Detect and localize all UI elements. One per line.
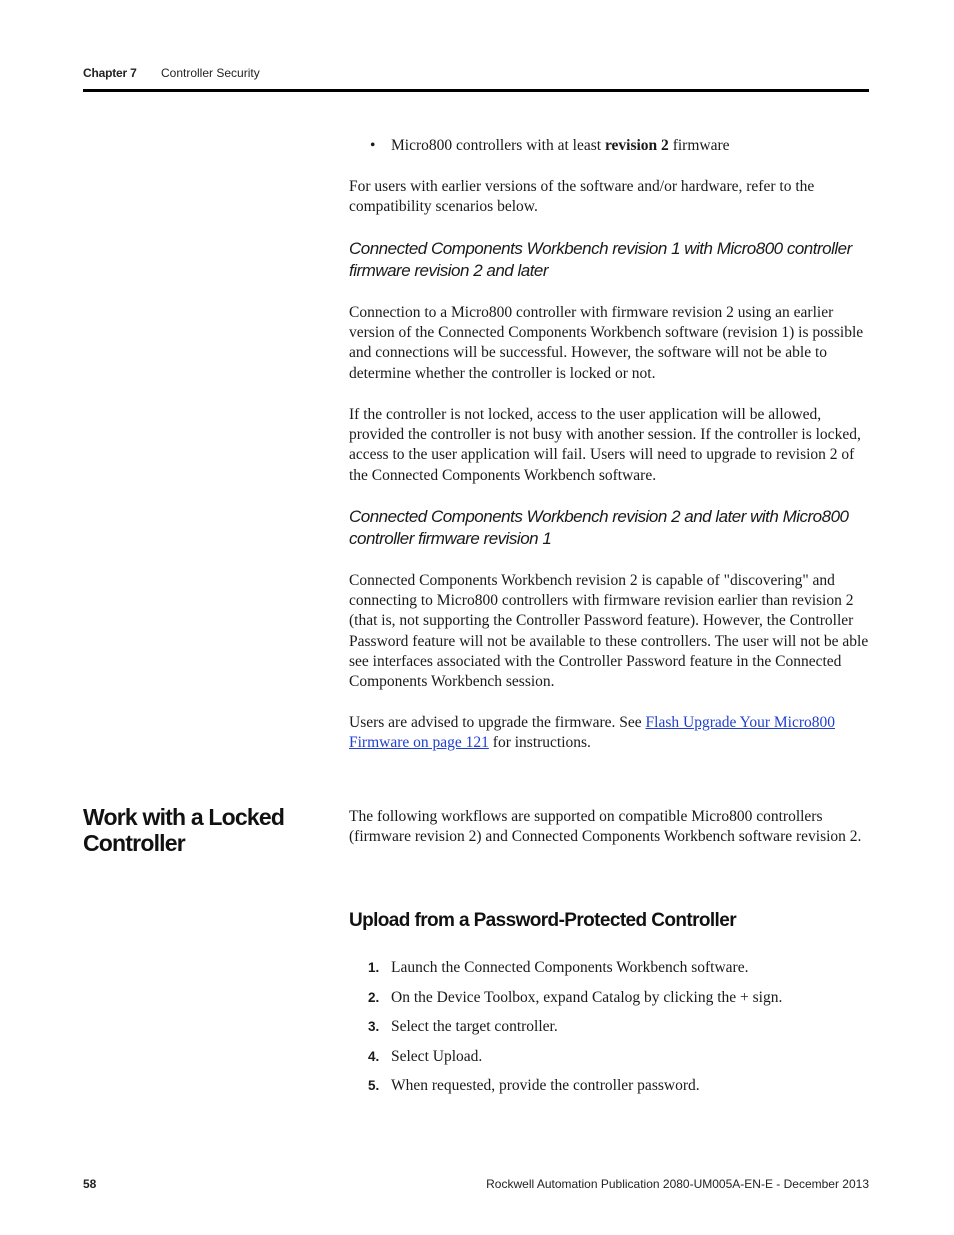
scenario1-paragraph-1: Connection to a Micro800 controller with firmware revision 2 using an earlier version of the Connected Components Workbench software (revision 1) is possible and connections will be successful. However, the software will not be able to determine whether the controller is locked or not.	[349, 304, 864, 382]
scenario2-paragraph-2: Users are advised to upgrade the firmware. See Flash Upgrade Your Micro800 Firmware on page 121 for instructions.	[349, 714, 835, 752]
step-number: 2.	[368, 990, 380, 1005]
step-text: When requested, provide the controller password.	[391, 1077, 700, 1094]
page-number: 58	[83, 1177, 97, 1191]
step-number: 4.	[368, 1049, 380, 1064]
subsection-heading: Upload from a Password-Protected Controller	[349, 910, 736, 931]
bullet-icon: •	[370, 137, 376, 154]
section-title: Work with a Locked Controller	[83, 804, 285, 856]
chapter-label: Chapter 7	[83, 66, 137, 80]
step-text: Select Upload.	[391, 1048, 483, 1065]
step-number: 1.	[368, 960, 380, 975]
step-number: 5.	[368, 1078, 380, 1093]
step-text: Select the target controller.	[391, 1018, 558, 1035]
bullet-text: Micro800 controllers with at least revision 2 firmware	[391, 137, 730, 154]
scenario1-heading: Connected Components Workbench revision 1 with Micro800 controller firmware revision 2 and later	[349, 239, 852, 280]
section-intro: The following workflows are supported on compatible Micro800 controllers (firmware revision 2) and Connected Components Workbench software revision 2.	[349, 808, 862, 846]
compat-paragraph: For users with earlier versions of the software and/or hardware, refer to the compatibility scenarios below.	[349, 178, 815, 216]
scenario2-heading: Connected Components Workbench revision 2 and later with Micro800 controller firmware revision 1	[349, 507, 849, 548]
step-text: On the Device Toolbox, expand Catalog by clicking the + sign.	[391, 989, 783, 1006]
header-rule	[83, 89, 869, 92]
running-header	[83, 66, 869, 88]
scenario1-paragraph-2: If the controller is not locked, access to the user application will be allowed, provided the controller is not busy with another session. If the controller is locked, access to the user application will fail. Users will need to upgrade to revision 2 of the Connected Components Workbench software.	[349, 406, 861, 484]
section-label: Controller Security	[161, 66, 260, 80]
step-number: 3.	[368, 1019, 380, 1034]
flash-upgrade-link[interactable]: Flash Upgrade Your Micro800 Firmware on page 121	[349, 714, 835, 752]
publication-info: Rockwell Automation Publication 2080-UM005A-EN-E - December 2013	[486, 1177, 869, 1191]
scenario2-paragraph-1: Connected Components Workbench revision 2 is capable of "discovering" and connecting to Micro800 controllers with firmware revision earlier than revision 2 (that is, not supporting the Controller Password feature). However, the Controller Password feature will not be available to these controllers. The user will not be able see interfaces associated with the Controller Password feature in the Connected Components Workbench session.	[349, 572, 869, 691]
step-text: Launch the Connected Components Workbench software.	[391, 959, 749, 976]
